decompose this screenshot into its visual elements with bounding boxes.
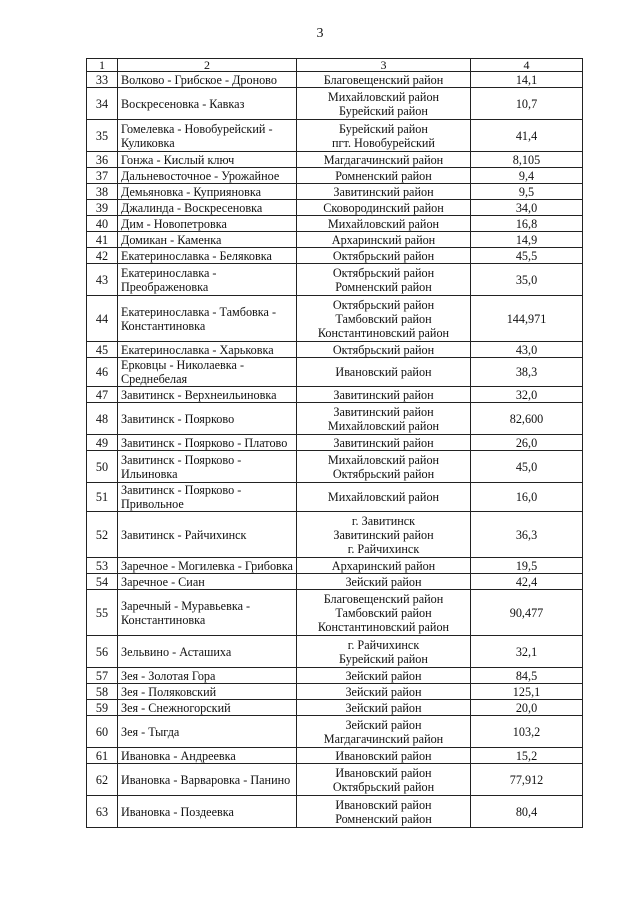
district-cell xyxy=(297,184,471,200)
road-name: Завитинск - Поярково xyxy=(118,403,297,435)
district-name: Михайловский район xyxy=(327,216,440,231)
table-row xyxy=(87,716,583,748)
road-name: Ивановка - Варваровка - Панино xyxy=(118,764,297,796)
table-row xyxy=(87,216,583,232)
district-name: Архаринский район xyxy=(331,558,436,573)
district-cell xyxy=(297,403,471,435)
road-length: 15,2 xyxy=(471,748,583,764)
table-row xyxy=(87,72,583,88)
district-cell xyxy=(297,88,471,120)
district-name: Тамбовский район xyxy=(335,311,432,326)
district-name: Зейский район xyxy=(345,717,422,732)
table-row xyxy=(87,120,583,152)
table-row xyxy=(87,558,583,574)
row-number: 43 xyxy=(87,264,118,296)
district-name: Завитинский район xyxy=(333,387,434,402)
road-length: 34,0 xyxy=(471,200,583,216)
district-name: Октябрьский район xyxy=(332,342,435,357)
row-number: 41 xyxy=(87,232,118,248)
district-name: Благовещенский район xyxy=(323,72,444,87)
road-name: Екатеринославка - Беляковка xyxy=(118,248,297,264)
road-name: Джалинда - Воскресеновка xyxy=(118,200,297,216)
district-name: Михайловский район xyxy=(327,490,440,504)
table-row xyxy=(87,764,583,796)
column-header-length: 4 xyxy=(471,59,583,72)
district-name: Константиновский район xyxy=(317,325,450,340)
table-row xyxy=(87,574,583,590)
district-cell xyxy=(297,684,471,700)
district-name: Ивановский район xyxy=(335,797,432,812)
row-number: 46 xyxy=(87,358,118,387)
road-length: 90,477 xyxy=(471,590,583,636)
district-name: Зейский район xyxy=(345,574,422,589)
district-cell xyxy=(297,264,471,296)
road-length: 38,3 xyxy=(471,358,583,387)
road-length: 84,5 xyxy=(471,668,583,684)
row-number: 52 xyxy=(87,512,118,558)
header-row xyxy=(87,59,583,72)
table-row xyxy=(87,168,583,184)
district-name: Завитинский район xyxy=(333,527,434,542)
district-name: Ромненский район xyxy=(335,279,432,294)
row-number: 57 xyxy=(87,668,118,684)
table-row xyxy=(87,483,583,512)
district-name: Октябрьский район xyxy=(332,265,435,280)
district-name: Благовещенский район xyxy=(323,591,444,606)
road-length: 125,1 xyxy=(471,684,583,700)
column-header-district: 3 xyxy=(297,59,471,72)
table-row xyxy=(87,636,583,668)
road-name: Заречное - Могилевка - Грибовка xyxy=(118,558,297,574)
district-name: Ивановский район xyxy=(335,748,432,763)
column-header-road-name: 2 xyxy=(118,59,297,72)
road-length: 10,7 xyxy=(471,88,583,120)
table-row xyxy=(87,358,583,387)
road-length: 26,0 xyxy=(471,435,583,451)
district-name: Октябрьский район xyxy=(332,466,435,481)
table-row xyxy=(87,296,583,342)
row-number: 34 xyxy=(87,88,118,120)
district-cell xyxy=(297,512,471,558)
road-name: Екатеринославка - Тамбовка - Константиновка xyxy=(118,296,297,342)
row-number: 44 xyxy=(87,296,118,342)
road-length: 20,0 xyxy=(471,700,583,716)
district-cell xyxy=(297,358,471,387)
road-name: Дальневосточное - Урожайное xyxy=(118,168,297,184)
district-name: Ромненский район xyxy=(335,811,432,826)
row-number: 54 xyxy=(87,574,118,590)
district-cell xyxy=(297,435,471,451)
road-length: 80,4 xyxy=(471,796,583,828)
district-name: Ивановский район xyxy=(335,765,432,780)
road-name: Зея - Снежногорский xyxy=(118,700,297,716)
district-cell xyxy=(297,296,471,342)
table-row xyxy=(87,512,583,558)
table-row xyxy=(87,387,583,403)
road-length: 14,1 xyxy=(471,72,583,88)
road-name: Зея - Поляковский xyxy=(118,684,297,700)
district-cell xyxy=(297,248,471,264)
district-cell xyxy=(297,716,471,748)
district-name: Октябрьский район xyxy=(332,779,435,794)
road-length: 42,4 xyxy=(471,574,583,590)
row-number: 55 xyxy=(87,590,118,636)
district-name: г. Завитинск xyxy=(351,513,416,528)
table-row xyxy=(87,590,583,636)
table-row xyxy=(87,232,583,248)
row-number: 49 xyxy=(87,435,118,451)
district-name: Ромненский район xyxy=(335,168,432,183)
road-length: 16,0 xyxy=(471,483,583,512)
district-cell xyxy=(297,168,471,184)
row-number: 37 xyxy=(87,168,118,184)
road-name: Зельвино - Асташиха xyxy=(118,636,297,668)
district-name: Михайловский район xyxy=(327,89,440,104)
row-number: 39 xyxy=(87,200,118,216)
district-cell xyxy=(297,387,471,403)
road-length: 43,0 xyxy=(471,342,583,358)
road-name: Гомелевка - Новобурейский - Куликовка xyxy=(118,120,297,152)
road-length: 14,9 xyxy=(471,232,583,248)
road-name: Гонжа - Кислый ключ xyxy=(118,152,297,168)
row-number: 50 xyxy=(87,451,118,483)
row-number: 45 xyxy=(87,342,118,358)
district-name: Бурейский район xyxy=(339,103,428,118)
page-number: 3 xyxy=(316,26,324,41)
district-cell xyxy=(297,558,471,574)
district-name: Михайловский район xyxy=(327,418,440,433)
district-cell xyxy=(297,483,471,512)
district-name: Октябрьский район xyxy=(332,297,435,312)
road-length: 9,5 xyxy=(471,184,583,200)
road-name: Ерковцы - Николаевка - Среднебелая xyxy=(118,358,297,387)
road-name: Зея - Тыгда xyxy=(118,716,297,748)
road-name: Дим - Новопетровка xyxy=(118,216,297,232)
district-cell xyxy=(297,200,471,216)
table-row xyxy=(87,200,583,216)
district-cell xyxy=(297,574,471,590)
district-cell xyxy=(297,120,471,152)
road-name: Завитинск - Поярково - Ильиновка xyxy=(118,451,297,483)
row-number: 61 xyxy=(87,748,118,764)
table-row xyxy=(87,152,583,168)
district-cell xyxy=(297,764,471,796)
row-number: 59 xyxy=(87,700,118,716)
road-name: Завитинск - Поярково - Платово xyxy=(118,435,297,451)
row-number: 53 xyxy=(87,558,118,574)
district-name: пгт. Новобурейский xyxy=(332,135,435,150)
district-name: Зейский район xyxy=(345,684,422,699)
road-name: Воскресеновка - Кавказ xyxy=(118,88,297,120)
district-name: Бурейский район xyxy=(339,121,428,136)
district-cell xyxy=(297,216,471,232)
row-number: 47 xyxy=(87,387,118,403)
road-name: Зея - Золотая Гора xyxy=(118,668,297,684)
road-name: Демьяновка - Куприяновка xyxy=(118,184,297,200)
table-row xyxy=(87,264,583,296)
row-number: 40 xyxy=(87,216,118,232)
row-number: 35 xyxy=(87,120,118,152)
table-row xyxy=(87,88,583,120)
district-name: Бурейский район xyxy=(339,651,428,666)
district-name: Зейский район xyxy=(345,700,422,715)
district-cell xyxy=(297,342,471,358)
district-cell xyxy=(297,152,471,168)
table-row xyxy=(87,248,583,264)
road-name: Заречный - Муравьевка - Константиновка xyxy=(118,590,297,636)
row-number: 38 xyxy=(87,184,118,200)
district-cell xyxy=(297,700,471,716)
road-length: 32,1 xyxy=(471,636,583,668)
table-header xyxy=(87,59,583,72)
road-name: Екатеринославка - Харьковка xyxy=(118,342,297,358)
district-cell xyxy=(297,232,471,248)
district-name: Завитинский район xyxy=(333,404,434,419)
district-name: Сковородинский район xyxy=(323,200,444,215)
road-name: Домикан - Каменка xyxy=(118,232,297,248)
table-row xyxy=(87,403,583,435)
table-row xyxy=(87,342,583,358)
road-length: 103,2 xyxy=(471,716,583,748)
district-name: Магдагачинский район xyxy=(323,731,444,746)
district-cell xyxy=(297,72,471,88)
table-row xyxy=(87,184,583,200)
road-length: 9,4 xyxy=(471,168,583,184)
district-name: Завитинский район xyxy=(333,435,434,450)
row-number: 48 xyxy=(87,403,118,435)
road-name: Ивановка - Андреевка xyxy=(118,748,297,764)
row-number: 33 xyxy=(87,72,118,88)
district-name: Зейский район xyxy=(345,668,422,683)
road-name: Завитинск - Поярково - Привольное xyxy=(118,483,297,512)
table-body xyxy=(87,72,583,828)
road-name: Волково - Грибское - Дроново xyxy=(118,72,297,88)
table-row xyxy=(87,796,583,828)
row-number: 56 xyxy=(87,636,118,668)
district-cell xyxy=(297,748,471,764)
district-name: Магдагачинский район xyxy=(323,152,444,167)
table-row xyxy=(87,684,583,700)
district-cell xyxy=(297,796,471,828)
road-length: 35,0 xyxy=(471,264,583,296)
table-row xyxy=(87,748,583,764)
district-name: Октябрьский район xyxy=(332,248,435,263)
road-length: 45,5 xyxy=(471,248,583,264)
district-name: Завитинский район xyxy=(333,184,434,199)
road-length: 36,3 xyxy=(471,512,583,558)
road-length: 16,8 xyxy=(471,216,583,232)
road-name: Ивановка - Поздеевка xyxy=(118,796,297,828)
row-number: 36 xyxy=(87,152,118,168)
roads-table xyxy=(86,58,583,828)
row-number: 63 xyxy=(87,796,118,828)
row-number: 42 xyxy=(87,248,118,264)
row-number: 58 xyxy=(87,684,118,700)
road-length: 32,0 xyxy=(471,387,583,403)
road-length: 19,5 xyxy=(471,558,583,574)
district-name: Ивановский район xyxy=(335,365,432,379)
district-name: Тамбовский район xyxy=(335,605,432,620)
column-header-number: 1 xyxy=(87,59,118,72)
district-name: г. Райчихинск xyxy=(347,541,420,556)
road-name: Екатеринославка - Преображеновка xyxy=(118,264,297,296)
district-name: Михайловский район xyxy=(327,452,440,467)
district-cell xyxy=(297,668,471,684)
table-row xyxy=(87,435,583,451)
road-length: 45,0 xyxy=(471,451,583,483)
district-name: Константиновский район xyxy=(317,619,450,634)
district-cell xyxy=(297,451,471,483)
row-number: 60 xyxy=(87,716,118,748)
district-cell xyxy=(297,590,471,636)
road-length: 8,105 xyxy=(471,152,583,168)
district-name: Архаринский район xyxy=(331,232,436,247)
row-number: 62 xyxy=(87,764,118,796)
district-cell xyxy=(297,636,471,668)
table-row xyxy=(87,451,583,483)
road-length: 82,600 xyxy=(471,403,583,435)
row-number: 51 xyxy=(87,483,118,512)
table-row xyxy=(87,700,583,716)
road-length: 144,971 xyxy=(471,296,583,342)
road-length: 77,912 xyxy=(471,764,583,796)
road-name: Завитинск - Верхнеильиновка xyxy=(118,387,297,403)
district-name: г. Райчихинск xyxy=(347,637,420,652)
table-row xyxy=(87,668,583,684)
road-name: Заречное - Сиан xyxy=(118,574,297,590)
road-name: Завитинск - Райчихинск xyxy=(118,512,297,558)
road-length: 41,4 xyxy=(471,120,583,152)
